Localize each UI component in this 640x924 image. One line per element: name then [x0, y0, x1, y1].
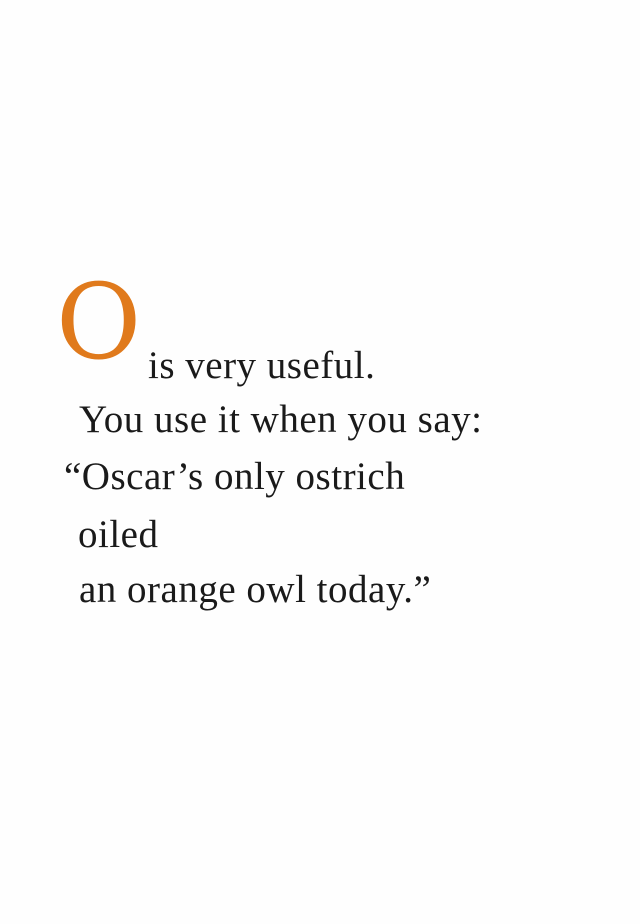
verse-line-1: is very useful. — [148, 344, 376, 387]
verse-line-3: “Oscar’s only ostrich — [64, 455, 406, 498]
initial-letter: O — [56, 261, 142, 383]
verse-line-5: an orange owl today.” — [79, 568, 432, 611]
verse-line-2: You use it when you say: — [79, 398, 483, 441]
verse-line-4: oiled — [78, 513, 159, 556]
